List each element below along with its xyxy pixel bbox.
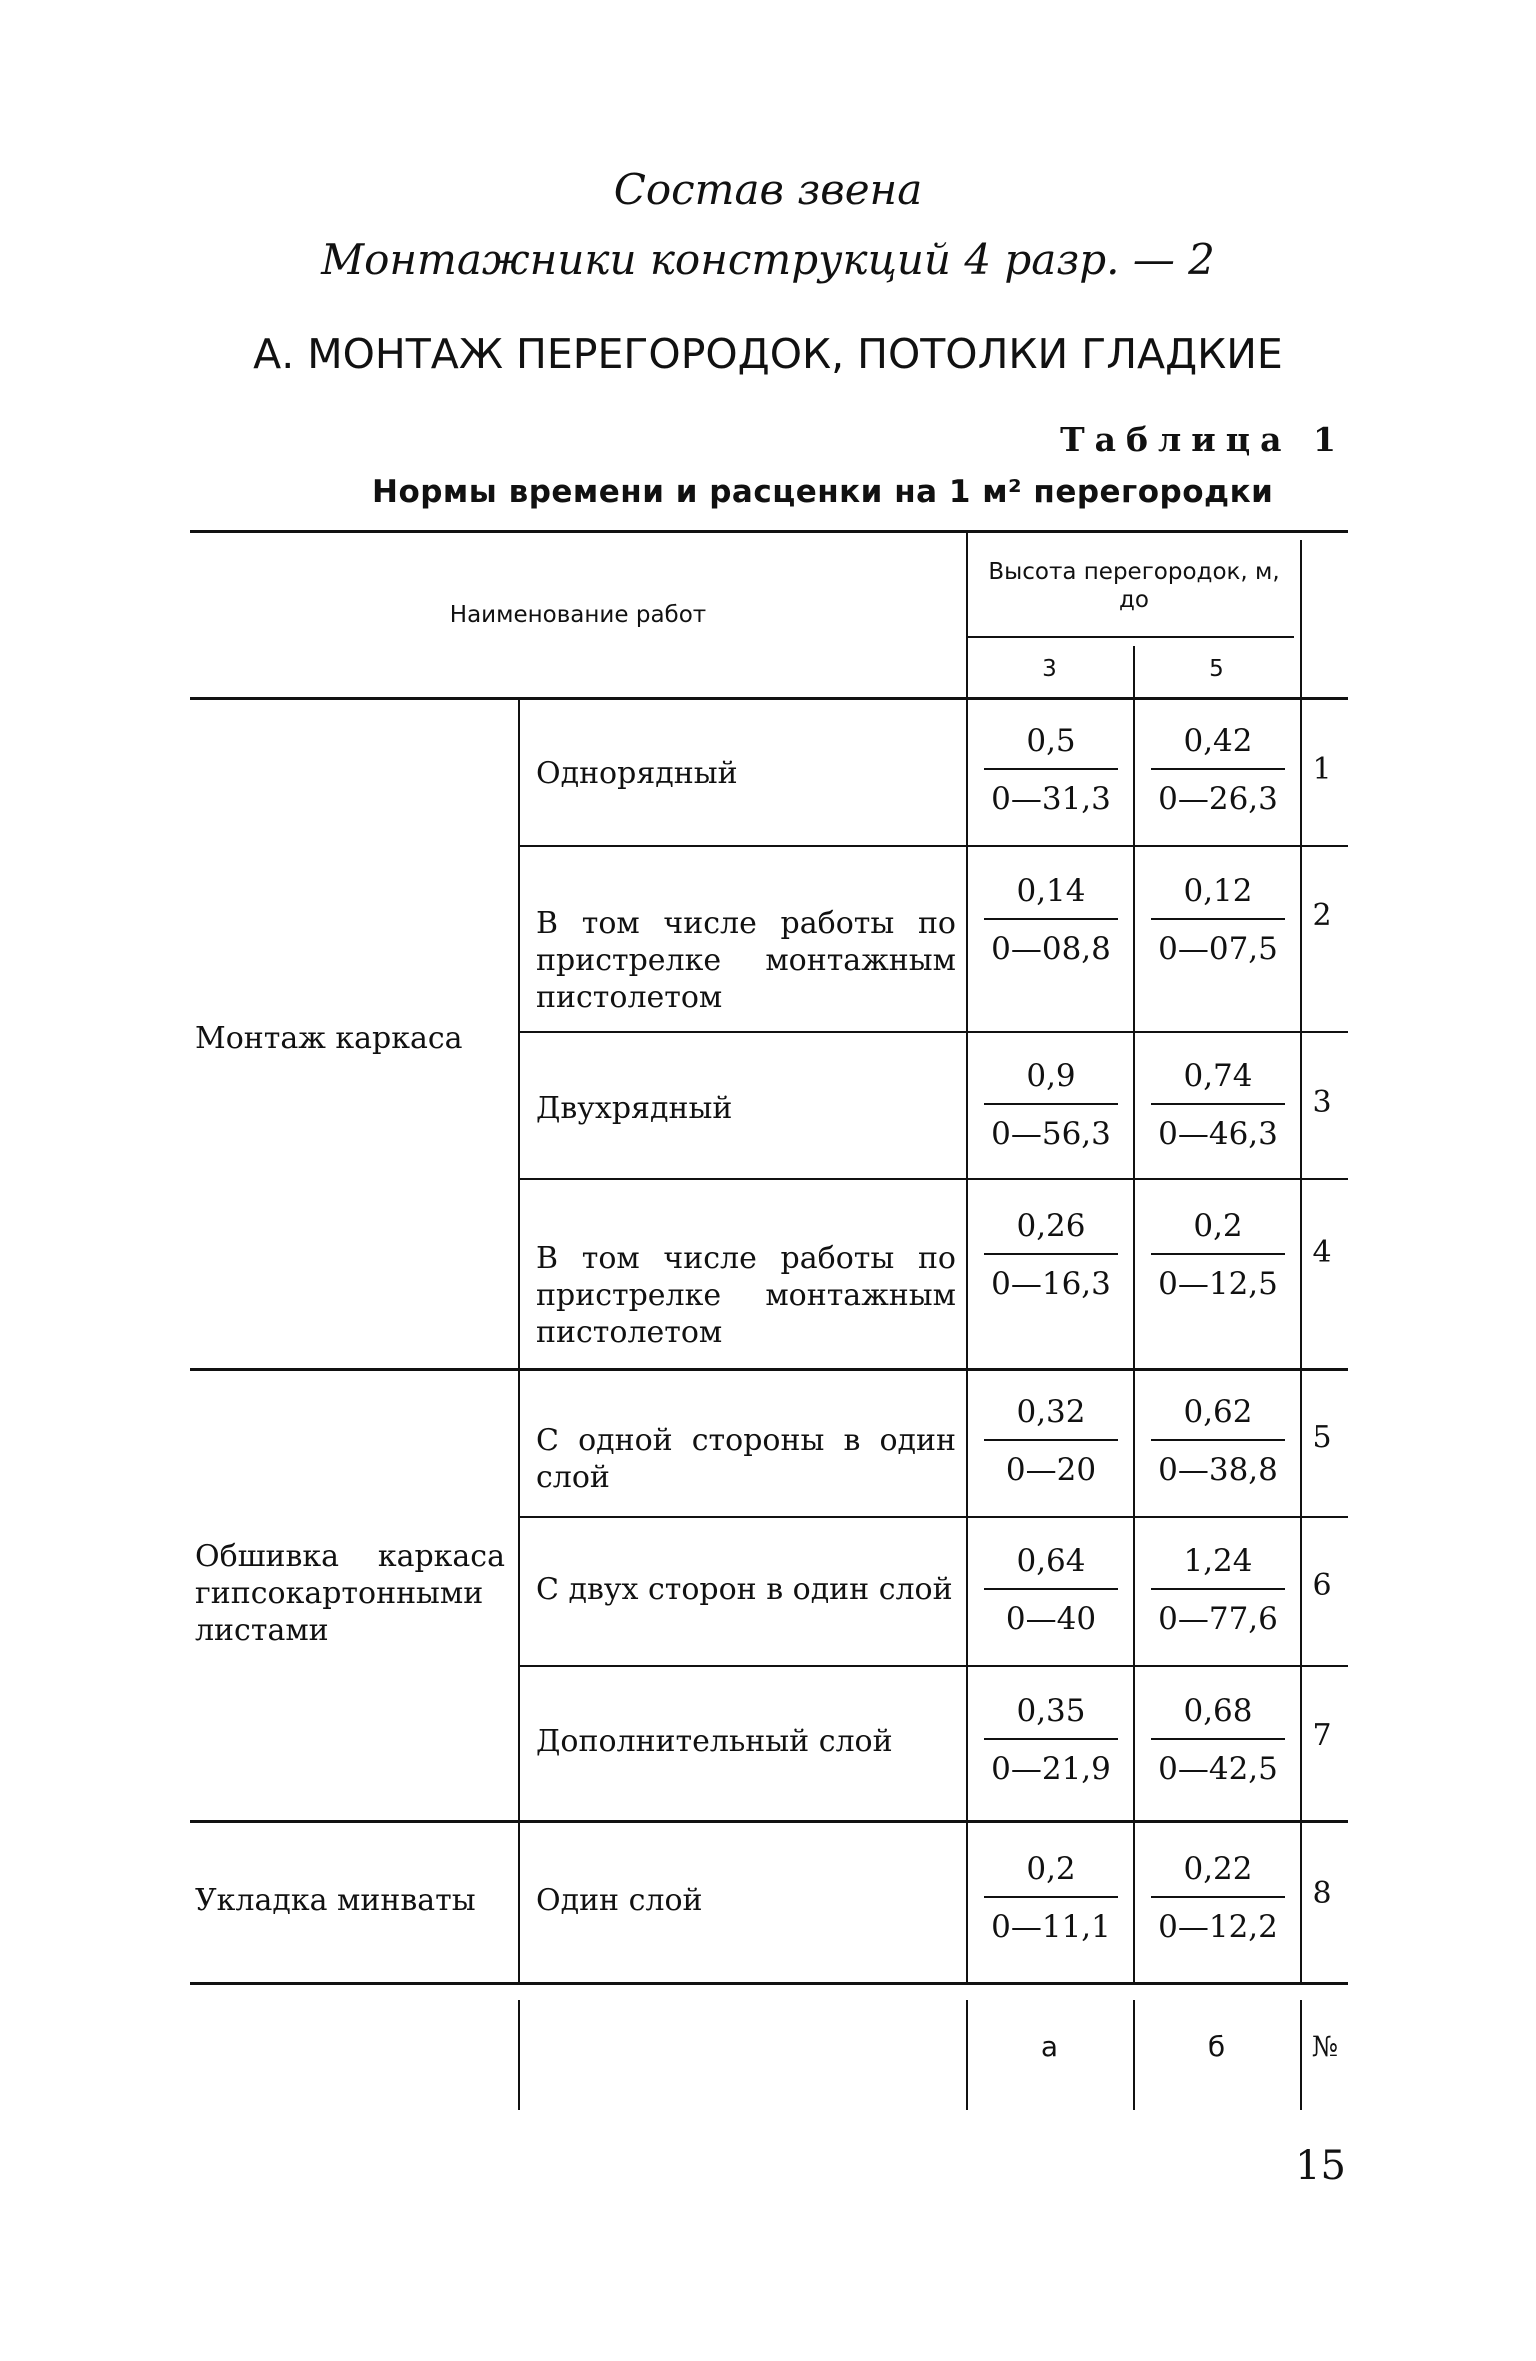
row-2-work: В том числе работы по пристрелке монтажным пистолетом	[536, 906, 956, 1015]
col-divider-a	[966, 533, 968, 1982]
header-col-b: 5	[1209, 656, 1224, 682]
row-2-a-rate: 0—08,8	[991, 931, 1111, 967]
fraction-bar	[1151, 1103, 1285, 1105]
fraction-bar	[1151, 1439, 1285, 1441]
section-title: А. МОНТАЖ ПЕРЕГОРОДОК, ПОТОЛКИ ГЛАДКИЕ	[253, 330, 1283, 378]
row-1-work: Однорядный	[536, 756, 738, 791]
row-3-a-time: 0,9	[1026, 1058, 1076, 1094]
row-2-col-b	[1143, 872, 1293, 968]
row-1-a-time: 0,5	[1026, 723, 1076, 759]
row-7-a-rate: 0—21,9	[991, 1751, 1111, 1787]
row-8-col-a	[976, 1850, 1126, 1946]
row-8-number: 8	[1312, 1876, 1332, 1911]
row-4-a-rate: 0—16,3	[991, 1266, 1111, 1302]
row-3-col-a	[976, 1057, 1126, 1153]
col-divider-ab	[1133, 646, 1135, 1982]
footer-col-b: б	[1207, 2030, 1226, 2063]
fraction-bar	[984, 768, 1118, 770]
table-bottom-rule	[190, 1982, 1348, 1985]
row-2-a-time: 0,14	[1016, 873, 1086, 909]
row-8-a-rate: 0—11,1	[991, 1909, 1111, 1945]
fraction-bar	[1151, 1738, 1285, 1740]
col-divider-work-footer	[518, 2000, 520, 2110]
row-1-b-time: 0,42	[1183, 723, 1253, 759]
row-rule-1	[518, 845, 1348, 847]
row-6-b-rate: 0—77,6	[1158, 1601, 1278, 1637]
table-caption: Нормы времени и расценки на 1 м² перегородки	[372, 474, 1274, 510]
page-number: 15	[1295, 2143, 1346, 2189]
row-6-col-a	[976, 1542, 1126, 1638]
row-3-col-b	[1143, 1057, 1293, 1153]
row-8-a-time: 0,2	[1026, 1851, 1076, 1887]
row-6-a-time: 0,64	[1016, 1543, 1086, 1579]
group-label-frame-cladding: Обшивка каркаса гипсокартонными листами	[195, 1539, 505, 1648]
row-5-number: 5	[1312, 1420, 1332, 1455]
row-4-b-rate: 0—12,5	[1158, 1266, 1278, 1302]
row-1-b-rate: 0—26,3	[1158, 781, 1278, 817]
group-rule-1	[190, 1368, 1348, 1371]
row-8-b-rate: 0—12,2	[1158, 1909, 1278, 1945]
row-6-work: С двух сторон в один слой	[536, 1572, 953, 1607]
row-7-work: Дополнительный слой	[536, 1724, 893, 1759]
fraction-bar	[984, 1896, 1118, 1898]
brigade-composition: Монтажники конструкций 4 разр. — 2	[321, 235, 1215, 284]
row-6-number: 6	[1312, 1568, 1332, 1603]
fraction-bar	[984, 1439, 1118, 1441]
fraction-bar	[984, 1588, 1118, 1590]
row-5-a-time: 0,32	[1016, 1394, 1086, 1430]
row-1-number: 1	[1312, 752, 1332, 787]
row-7-col-a	[976, 1692, 1126, 1788]
fraction-bar	[1151, 1588, 1285, 1590]
row-rule-3	[518, 1178, 1348, 1180]
row-8-b-time: 0,22	[1183, 1851, 1253, 1887]
fraction-bar	[984, 918, 1118, 920]
row-rule-6	[518, 1665, 1348, 1667]
row-4-a-time: 0,26	[1016, 1208, 1086, 1244]
row-rule-2	[518, 1031, 1348, 1033]
row-1-col-a	[976, 722, 1126, 818]
row-7-b-time: 0,68	[1183, 1693, 1253, 1729]
fraction-bar	[1151, 918, 1285, 920]
row-8-col-b	[1143, 1850, 1293, 1946]
row-4-b-time: 0,2	[1193, 1208, 1243, 1244]
row-5-work: С одной стороны в один слой	[536, 1423, 956, 1495]
table-label: Таблица 1	[1060, 420, 1346, 459]
row-3-number: 3	[1312, 1085, 1332, 1120]
row-7-number: 7	[1312, 1718, 1332, 1753]
row-3-a-rate: 0—56,3	[991, 1116, 1111, 1152]
row-4-work: В том числе работы по пристрелке монтажным пистолетом	[536, 1241, 956, 1350]
row-5-col-a	[976, 1393, 1126, 1489]
header-work-name: Наименование работ	[449, 602, 707, 628]
row-3-b-rate: 0—46,3	[1158, 1116, 1278, 1152]
row-1-col-b	[1143, 722, 1293, 818]
row-8-work: Один слой	[536, 1883, 703, 1918]
row-2-number: 2	[1312, 898, 1332, 933]
header-height-group: Высота перегородок, м, до	[988, 559, 1280, 613]
row-3-b-time: 0,74	[1183, 1058, 1253, 1094]
row-7-col-b	[1143, 1692, 1293, 1788]
fraction-bar	[1151, 768, 1285, 770]
header-bottom-rule	[190, 697, 1348, 700]
row-4-col-a	[976, 1207, 1126, 1303]
row-3-work: Двухрядный	[536, 1091, 733, 1126]
brigade-heading: Состав звена	[613, 165, 923, 214]
row-5-a-rate: 0—20	[1005, 1452, 1097, 1488]
footer-col-a: а	[1040, 2030, 1059, 2063]
footer-col-no: №	[1311, 2030, 1339, 2063]
row-4-number: 4	[1312, 1235, 1332, 1270]
row-6-b-time: 1,24	[1183, 1543, 1253, 1579]
fraction-bar	[984, 1253, 1118, 1255]
header-subrule	[966, 636, 1294, 638]
row-5-b-time: 0,62	[1183, 1394, 1253, 1430]
row-6-col-b	[1143, 1542, 1293, 1638]
group-label-frame-assembly: Монтаж каркаса	[195, 1021, 463, 1056]
row-5-col-b	[1143, 1393, 1293, 1489]
row-4-col-b	[1143, 1207, 1293, 1303]
row-1-a-rate: 0—31,3	[991, 781, 1111, 817]
row-6-a-rate: 0—40	[1005, 1601, 1097, 1637]
row-7-a-time: 0,35	[1016, 1693, 1086, 1729]
row-2-b-time: 0,12	[1183, 873, 1253, 909]
row-2-b-rate: 0—07,5	[1158, 931, 1278, 967]
fraction-bar	[1151, 1253, 1285, 1255]
group-rule-2	[190, 1820, 1348, 1823]
row-2-col-a	[976, 872, 1126, 968]
fraction-bar	[1151, 1896, 1285, 1898]
group-label-mineral-wool: Укладка минваты	[195, 1883, 476, 1918]
row-rule-5	[518, 1516, 1348, 1518]
table-top-rule	[190, 530, 1348, 533]
row-5-b-rate: 0—38,8	[1158, 1452, 1278, 1488]
fraction-bar	[984, 1738, 1118, 1740]
fraction-bar	[984, 1103, 1118, 1105]
header-col-a: 3	[1042, 656, 1057, 682]
row-7-b-rate: 0—42,5	[1158, 1751, 1278, 1787]
col-divider-work	[518, 700, 520, 1982]
